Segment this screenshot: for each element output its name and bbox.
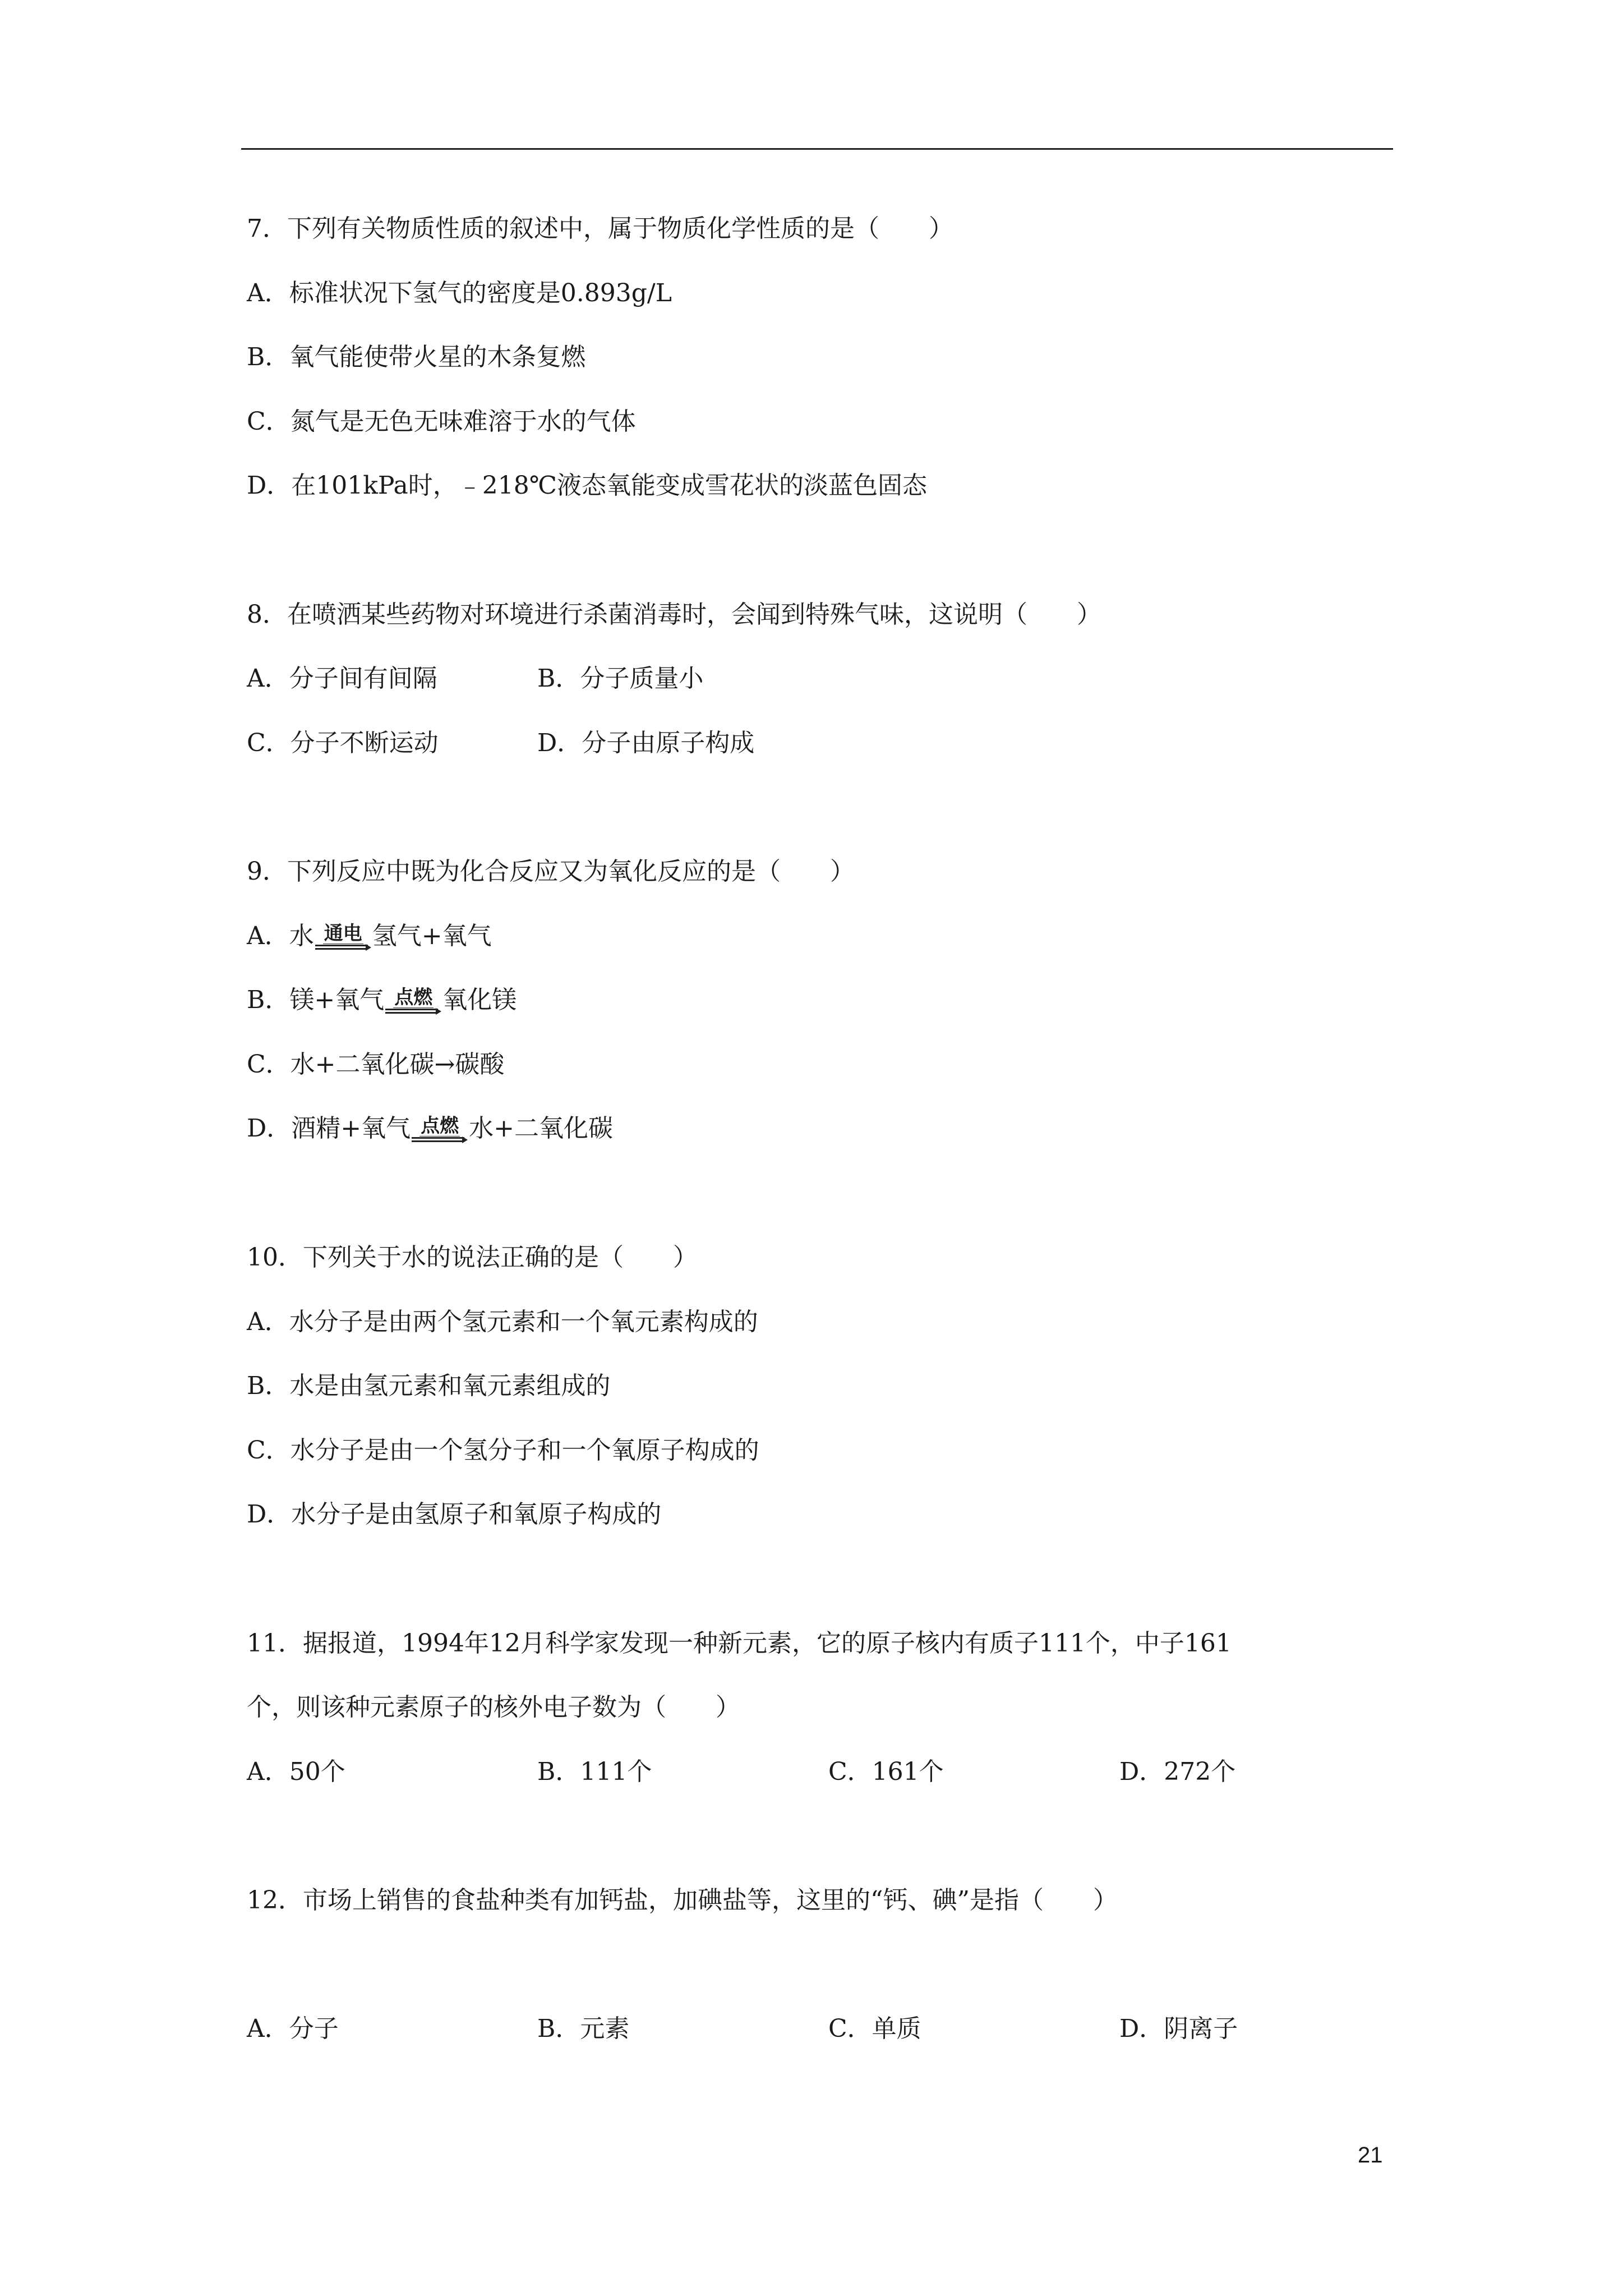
question-11-stem-line-1: 11．据报道，1994年12月科学家发现一种新元素，它的原子核内有质子111个，中子161 [247,1629,1232,1658]
question-8-option-d: D．分子由原子构成 [537,729,755,757]
question-8-stem: 8．在喷洒某些药物对环境进行杀菌消毒时，会闻到特殊气味，这说明（ ） [247,600,1101,629]
question-9-stem: 9．下列反应中既为化合反应又为氧化反应的是（ ） [247,857,855,886]
question-12-option-b: B．元素 [537,2014,630,2043]
question-7-option-a: A．标准状况下氢气的密度是0.893g/L [247,279,672,307]
question-7-option-b: B．氧气能使带火星的木条复燃 [247,343,586,371]
product-text: 氧化镁 [442,986,517,1014]
question-11-option-d: D．272个 [1119,1757,1236,1786]
question-12-stem: 12．市场上销售的食盐种类有加钙盐，加碘盐等，这里的“钙、碘”是指（ ） [247,1886,1118,1915]
product-text: 氢气+氧气 [372,922,492,950]
reactant-text: A．水 [247,922,314,950]
question-8-option-c: C．分子不断运动 [247,729,439,757]
reaction-condition: 通电 [324,922,362,945]
question-7-stem: 7．下列有关物质性质的叙述中，属于物质化学性质的是（ ） [247,214,953,243]
reaction-condition: 点燃 [421,1115,459,1137]
question-7-option-d: D．在101kPa时，﹣218℃液态氧能变成雪花状的淡蓝色固态 [247,471,927,500]
question-8-option-a: A．分子间有间隔 [247,664,437,693]
question-11-stem-line-2: 个，则该种元素原子的核外电子数为（ ） [247,1693,740,1722]
question-10-stem: 10．下列关于水的说法正确的是（ ） [247,1243,698,1272]
reaction-condition: 点燃 [394,986,433,1009]
question-10-option-d: D．水分子是由氢原子和氧原子构成的 [247,1500,662,1529]
reaction-arrow-icon [315,923,371,950]
question-9-option-d [247,1112,613,1145]
question-12-option-c: C．单质 [828,2014,921,2043]
question-12-option-d: D．阴离子 [1119,2014,1238,2043]
reaction-arrow-icon [385,987,441,1014]
question-10-option-c: C．水分子是由一个氢分子和一个氧原子构成的 [247,1436,759,1465]
question-9-option-c: C．水+二氧化碳→碳酸 [247,1050,505,1079]
question-9-option-b [247,983,517,1017]
question-10-option-b: B．水是由氢元素和氧元素组成的 [247,1372,611,1400]
reactant-text: B．镁+氧气 [247,986,385,1014]
question-11-option-c: C．161个 [828,1757,944,1786]
question-7-option-c: C．氮气是无色无味难溶于水的气体 [247,407,636,436]
reaction-arrow-icon [412,1116,468,1142]
question-12-option-a: A．分子 [247,2014,339,2043]
question-11-option-b: B．111个 [537,1757,652,1786]
question-11-option-a: A．50个 [247,1757,345,1786]
page-number: 21 [1358,2143,1383,2168]
product-text: 水+二氧化碳 [469,1114,614,1143]
question-8-option-b: B．分子质量小 [537,664,704,693]
question-9-option-a [247,919,492,953]
question-10-option-a: A．水分子是由两个氢元素和一个氧元素构成的 [247,1308,758,1336]
header-rule [241,148,1393,150]
reactant-text: D．酒精+氧气 [247,1114,411,1143]
